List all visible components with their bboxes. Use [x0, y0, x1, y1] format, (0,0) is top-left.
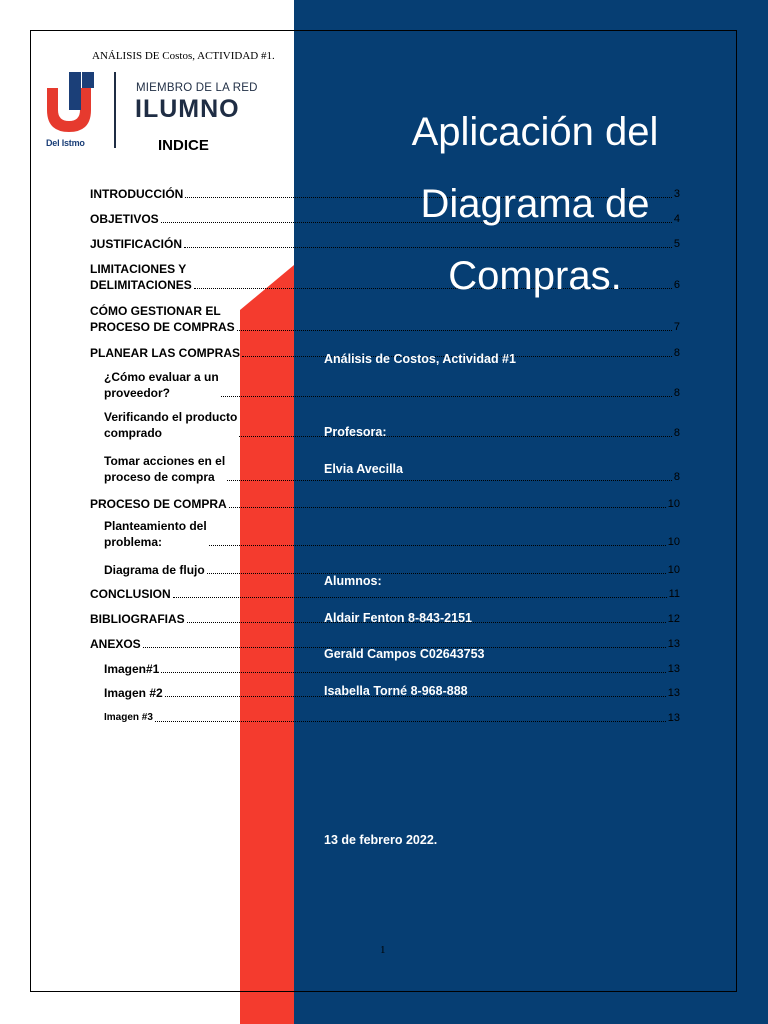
toc-page-number: 3: [673, 188, 680, 200]
toc-page-number: 13: [667, 638, 680, 650]
del-istmo-logo-icon: [44, 70, 94, 136]
toc-item-label: Planteamiento del problema:: [104, 519, 207, 549]
toc-item-label: LIMITACIONES Y DELIMITACIONES: [90, 262, 192, 292]
toc-item-label: CONCLUSION: [90, 587, 171, 601]
toc-page-number: 5: [673, 238, 680, 250]
toc-page-number: 12: [667, 613, 680, 625]
cover-title: Aplicación del Diagrama de Compras.: [411, 110, 659, 298]
toc-item-label: PROCESO DE COMPRA: [90, 497, 227, 511]
cover-subtitle: Análisis de Costos, Actividad #1: [324, 352, 516, 366]
toc-page-number: 8: [673, 347, 680, 359]
toc-item-label: Tomar acciones en el proceso de compra: [104, 454, 226, 484]
toc-item-label: OBJETIVOS: [90, 212, 159, 226]
logo-istmo-text: Del Istmo: [46, 138, 85, 148]
toc-page-number: 7: [673, 321, 680, 333]
toc-leader: [173, 597, 667, 598]
toc-item-label: PLANEAR LAS COMPRAS: [90, 346, 241, 360]
toc-item-label: ¿Cómo evaluar a un proveedor?: [104, 370, 219, 400]
logo-miembro-text: MIEMBRO DE LA RED: [136, 82, 258, 94]
toc-leader: [207, 573, 666, 574]
toc-page-number: 13: [667, 663, 680, 675]
toc-item-label: Imagen #2: [104, 686, 163, 700]
toc-item-label: BIBLIOGRAFIAS: [90, 612, 185, 626]
profesora-name: Elvia Avecilla: [324, 462, 403, 476]
alumno-1: Aldair Fenton 8-843-2151: [324, 611, 472, 625]
toc-leader: [237, 330, 672, 331]
profesora-label: Profesora:: [324, 425, 387, 439]
toc-page-number: 11: [668, 588, 680, 600]
toc-leader: [221, 396, 672, 397]
toc-page-number: 4: [673, 213, 680, 225]
alumnos-label: Alumnos:: [324, 574, 382, 588]
toc-leader: [161, 672, 665, 673]
toc-item-label: JUSTIFICACIÓN: [90, 237, 183, 251]
toc-item-label: ANEXOS: [90, 637, 141, 651]
toc-page-number: 8: [673, 471, 680, 483]
toc-item-imagen-1[interactable]: [104, 661, 680, 677]
toc-item-planteamiento-problema[interactable]: [104, 518, 680, 550]
toc-page-number: 13: [667, 687, 680, 699]
toc-page-number: 13: [667, 712, 680, 724]
toc-title: INDICE: [158, 137, 209, 154]
toc-page-number: 8: [673, 387, 680, 399]
toc-item-diagrama-flujo[interactable]: [104, 562, 680, 578]
logo-divider: [114, 72, 116, 148]
toc-item-verificando-producto[interactable]: [104, 409, 680, 441]
page-number: 1: [380, 944, 386, 956]
toc-item-proceso-compra[interactable]: [90, 496, 680, 512]
toc-item-label: Imagen #3: [104, 712, 153, 723]
toc-item-conclusion[interactable]: [90, 586, 680, 602]
toc-item-label: Diagrama de flujo: [104, 563, 205, 577]
toc-page-number: 10: [667, 498, 680, 510]
toc-item-imagen-3[interactable]: [104, 710, 680, 726]
toc-page-number: 10: [667, 564, 680, 576]
logo-ilumno-text: ILUMNO: [135, 95, 240, 123]
toc-item-label: INTRODUCCIÓN: [90, 187, 184, 201]
toc-leader: [239, 436, 672, 437]
toc-page-number: 6: [673, 279, 680, 291]
cover-date: 13 de febrero 2022.: [324, 833, 438, 847]
alumno-2: Gerald Campos C02643753: [324, 647, 485, 661]
document-header: ANÁLISIS DE Costos, ACTIVIDAD #1.: [92, 50, 275, 62]
toc-page-number: 10: [667, 536, 680, 548]
toc-leader: [229, 507, 666, 508]
toc-leader: [155, 721, 666, 722]
toc-item-evaluar-proveedor[interactable]: [104, 369, 680, 401]
toc-page-number: 8: [673, 427, 680, 439]
toc-leader: [209, 545, 666, 546]
toc-item-label: CÓMO GESTIONAR EL PROCESO DE COMPRAS: [90, 304, 235, 334]
toc-leader: [227, 480, 672, 481]
toc-item-label: Imagen#1: [104, 662, 160, 676]
toc-item-label: Verificando el producto comprado: [104, 410, 238, 440]
alumno-3: Isabella Torné 8-968-888: [324, 684, 468, 698]
